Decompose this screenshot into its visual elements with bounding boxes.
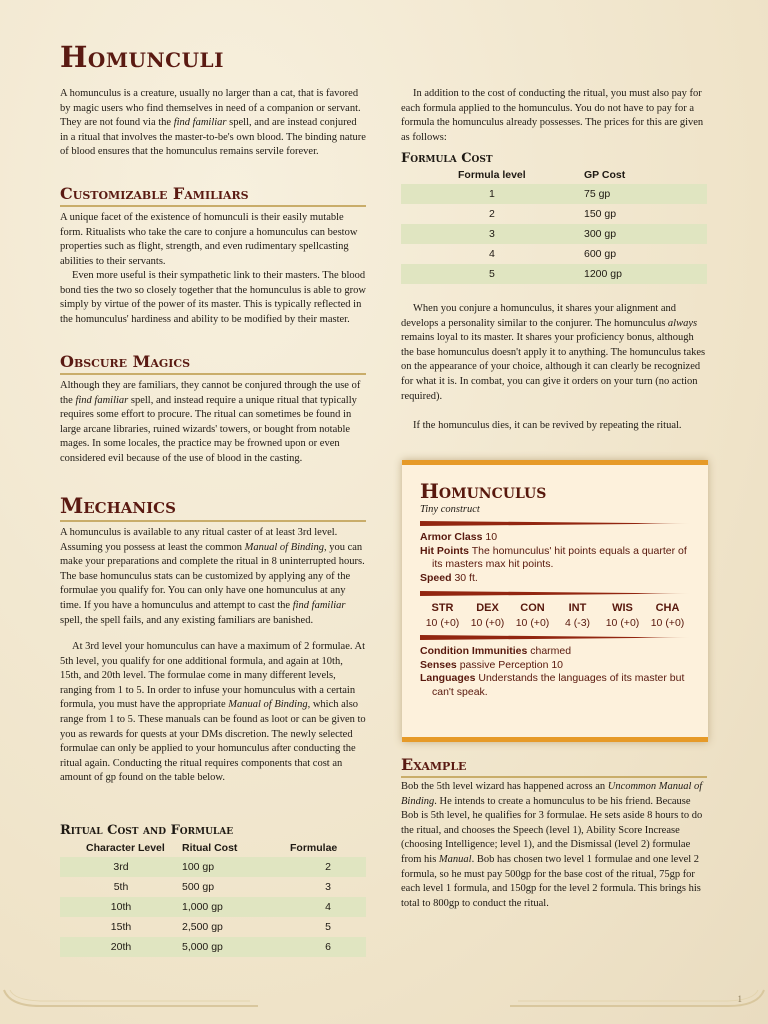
table-row — [60, 917, 366, 937]
ability-int-label: INT — [568, 602, 587, 614]
ritual-cost-table — [60, 840, 366, 957]
mechanics-paragraph-2: At 3rd level your homunculus can have a maximum of 2 formulae. At 5th level, you qualify for one additional formula, and again at 10th, 15th, and 20th level. The formulae come in many different levels, ranging from 1 to 5. In order to infuse your homunculus with a certain formula, you must have the appropriate Manual of Binding, which also range from 1 to 5. These manuals can be found as loot or can be given to you as rewards for quests at your DMs discretion. The newly selected formulae can only be applied to your homunculus after conducting the ritual again. Conducting the ritual requires components that cost an amount of gp found on the table below. — [60, 641, 366, 784]
page-number: 1 — [737, 994, 742, 1004]
stat-block-type: Tiny construct — [420, 504, 480, 515]
table-header: GP Cost — [584, 169, 626, 181]
table-row — [401, 244, 707, 264]
ability-cha-score: 10 (+0) — [650, 617, 685, 629]
table-cell: 10th — [60, 897, 182, 917]
footer-ornament-right — [508, 988, 768, 1010]
ability-wis-score: 10 (+0) — [605, 617, 640, 629]
custom-paragraph-1: A unique facet of the existence of homunculi is their easily mutable form. Ritualists who take the care to conjure a homunculus can bestow properties such as flight, strength, and even rudimentary spellcasting abilities to their servants. — [60, 212, 358, 267]
formula-cost-table — [401, 167, 707, 284]
formula-cost-paragraph: In addition to the cost of conducting the ritual, you must also pay for each formula applied to the homunculus. You do not have to pay for a formula the homunculus already possesses. The prices for this are given as follows: — [401, 88, 704, 143]
table-cell: 1,000 gp — [182, 897, 290, 917]
intro-paragraph: A homunculus is a creature, usually no larger than a cat, that is favored by magic users who find themselves in need of a companion or servant. They are not found via the find familiar spell, and are instead conjured in a ritual that involves the master-to-be's own blood. The binding nature of blood ensures that the homunculus remains servile forever. — [60, 88, 366, 158]
heading-ritual-cost: Ritual Cost and Formulae — [60, 823, 234, 838]
obscure-paragraph: Although they are familiars, they cannot be conjured through the use of the find familiar spell, and instead require a unique ritual that typically requires some effort to procure. The ritual can sometimes be found in large arcane libraries, ruined wizards' towers, or bought from notable mages. In some locales, the practice may be frowned upon or even considered evil because of the use of blood in the casting. — [60, 380, 361, 464]
tapered-rule — [420, 521, 692, 526]
table-cell: 5,000 gp — [182, 937, 290, 957]
ability-headers — [420, 602, 692, 614]
ability-dex-label: DEX — [476, 602, 499, 614]
table-header-row — [60, 840, 366, 857]
table-cell: 20th — [60, 937, 182, 957]
stat-block-name: Homunculus — [420, 479, 547, 503]
tapered-rule — [420, 591, 692, 596]
table-cell: 6 — [290, 937, 366, 957]
heading-mechanics: Mechanics — [60, 493, 366, 522]
ability-wis-label: WIS — [612, 602, 633, 614]
armor-class: Armor Class 10 — [420, 531, 498, 543]
ability-int-score: 4 (-3) — [564, 617, 591, 629]
table-cell: 600 gp — [584, 248, 617, 260]
custom-paragraph-2: Even more useful is their sympathetic link to their masters. The blood bond ties the two so closely together that the homunculus is able to grow simply by virtue of the power of its master. This is typically reflected in the homunculus' hardiness and ability to be modified by their master. — [60, 270, 366, 325]
table-cell: 300 gp — [584, 224, 707, 244]
table-cell: 5 — [325, 921, 331, 933]
ability-con-score: 10 (+0) — [515, 617, 550, 629]
table-row — [60, 877, 366, 897]
stat-block — [402, 460, 708, 742]
hit-points: Hit Points The homunculus' hit points equals a quarter of its masters max hit points. — [420, 544, 687, 570]
page-title: Homunculi — [60, 40, 224, 74]
dies-paragraph: If the homunculus dies, it can be revived by repeating the ritual. — [413, 420, 682, 431]
ability-cha-label: CHA — [655, 602, 680, 614]
ability-scores — [420, 617, 692, 629]
table-cell: 5 — [401, 264, 584, 284]
table-cell: 5th — [113, 881, 129, 893]
table-row — [60, 857, 366, 877]
table-row — [60, 897, 366, 917]
languages: Languages Understands the languages of its master but can't speak. — [420, 672, 685, 698]
table-cell: 3 — [325, 881, 331, 893]
table-header: Character Level — [86, 842, 165, 854]
table-cell: 3rd — [60, 857, 182, 877]
mechanics-paragraph-1: A homunculus is available to any ritual caster of at least 3rd level. Assuming you possess at least the common Manual of Binding, you can make your preparations and complete the ritual in 8 uninterrupted hours. The base homunculus stats can be customized by applying any of the formulae you qualify for. You can only have one homunculus at any time. If you have a homunculus and attempt to cast the find familiar spell, the spell fails, and any existing familiars are banished. — [60, 527, 365, 626]
table-row — [401, 224, 707, 244]
table-cell: 15th — [110, 921, 132, 933]
ability-str-score: 10 (+0) — [425, 617, 460, 629]
footer-ornament-left — [0, 988, 260, 1010]
condition-immunities: Condition Immunities charmed — [420, 645, 572, 657]
table-cell: 2 — [290, 857, 366, 877]
table-row — [401, 264, 707, 284]
table-cell: 100 gp — [182, 857, 290, 877]
ability-str-label: STR — [431, 602, 454, 614]
conjure-paragraph: When you conjure a homunculus, it shares your alignment and develops a personality similar to the conjurer. The homunculus always remains loyal to its master. It shares your proficiency bonus, although the base homunculus doesn't apply it to anything. The homunculus takes on the appearance of your choice, although it can clearly be recognized for what it is. In combat, you can give it orders on your turn (no action required). — [401, 303, 706, 402]
table-row — [401, 204, 707, 224]
table-header: Formula level — [458, 169, 526, 181]
heading-example: Example — [401, 755, 707, 778]
heading-customizable-familiars: Customizable Familiars — [60, 184, 366, 207]
table-cell: 4 — [290, 897, 366, 917]
ability-con-label: CON — [520, 602, 545, 614]
table-cell: 4 — [489, 248, 495, 260]
tapered-rule — [420, 635, 692, 640]
table-cell: 500 gp — [182, 881, 215, 893]
senses: Senses passive Perception 10 — [420, 658, 564, 671]
table-header: Formulae — [290, 842, 338, 854]
table-cell: 150 gp — [584, 208, 617, 220]
heading-formula-cost: Formula Cost — [401, 151, 493, 166]
table-cell: 1200 gp — [584, 264, 707, 284]
table-row — [60, 937, 366, 957]
table-cell: 1 — [401, 184, 584, 204]
table-cell: 3 — [401, 224, 584, 244]
example-paragraph: Bob the 5th level wizard has happened across an Uncommon Manual of Binding. He intends to create a homunculus to be his friend. Because Bob is 5th level, he qualifies for 3 formulae. He sets aside 8 hours to do the ritual, and chooses the Speech (level 1), Ability Score Increase (choosing Intelligence; level 1), and the Dismissal (level 2) formulae from his Manual. Bob has chosen two level 1 formulae and one level 2 formula, so he must pay 500gp for the base cost of the ritual, 75gp for each level 1 formula, and 150gp for the level 2 formula. This brings his total to 800gp to conduct the ritual. — [401, 781, 703, 909]
table-cell: 75 gp — [584, 184, 707, 204]
table-cell: 2,500 gp — [182, 921, 223, 933]
heading-obscure-magics: Obscure Magics — [60, 352, 366, 375]
table-header: Ritual Cost — [182, 842, 238, 854]
table-cell: 2 — [489, 208, 495, 220]
ability-dex-score: 10 (+0) — [470, 617, 505, 629]
table-header-row — [401, 167, 707, 184]
table-row — [401, 184, 707, 204]
speed: Speed 30 ft. — [420, 571, 478, 584]
